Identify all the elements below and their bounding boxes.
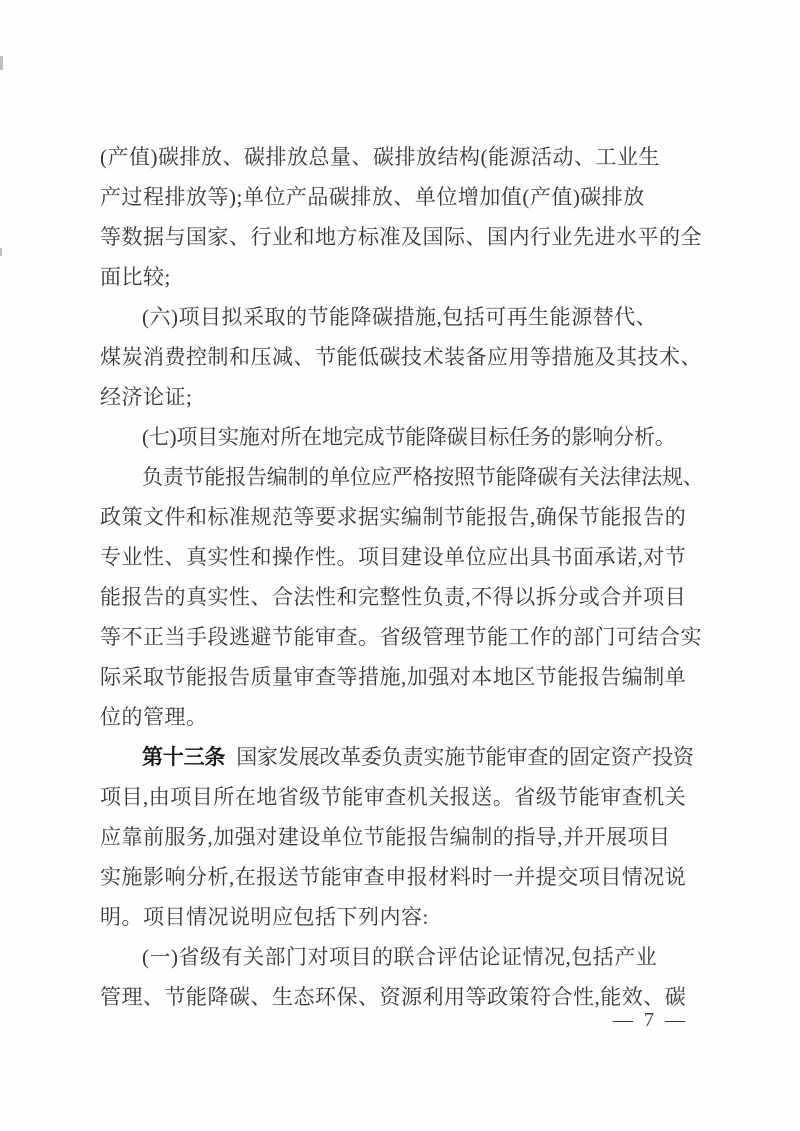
text-line: (产值)碳排放、碳排放总量、碳排放结构(能源活动、工业生 bbox=[100, 145, 660, 169]
text-line-article-heading bbox=[100, 737, 706, 777]
text-line: 明。项目情况说明应包括下列内容: bbox=[100, 905, 429, 929]
text-line: 位的管理。 bbox=[100, 705, 208, 729]
text-line: 能报告的真实性、合法性和完整性负责,不得以拆分或合并项目 bbox=[100, 585, 687, 609]
page-number: — 7 — bbox=[613, 1009, 688, 1031]
article-lead-text: 国家发展改革委负责实施节能审查的固定资产投资 bbox=[236, 745, 694, 769]
text-line: 实施影响分析,在报送节能审查申报材料时一并提交项目情况说 bbox=[100, 865, 687, 889]
text-line: 项目,由项目所在地省级节能审查机关报送。省级节能审查机关 bbox=[100, 785, 687, 809]
text-line: 管理、节能降碳、生态环保、资源利用等政策符合性,能效、碳 bbox=[100, 985, 687, 1009]
text-line: 面比较; bbox=[100, 265, 171, 289]
text-line: 等数据与国家、行业和地方标准及国际、国内行业先进水平的全 bbox=[100, 225, 702, 249]
text-line: 经济论证; bbox=[100, 385, 193, 409]
document-text-block bbox=[100, 137, 706, 1017]
paragraph-item-1 bbox=[100, 937, 706, 1017]
text-line: 应靠前服务,加强对建设单位节能报告编制的指导,并开展项目 bbox=[100, 825, 671, 849]
paragraph-item-6 bbox=[100, 297, 706, 417]
text-line: 负责节能报告编制的单位应严格按照节能降碳有关法律法规、 bbox=[142, 465, 704, 489]
text-line: (六)项目拟采取的节能降碳措施,包括可再生能源替代、 bbox=[142, 305, 658, 329]
text-line: (七)项目实施对所在地完成节能降碳目标任务的影响分析。 bbox=[142, 425, 676, 449]
paragraph-report-duty bbox=[100, 457, 706, 737]
paragraph-item-7 bbox=[100, 417, 706, 457]
text-line: 际采取节能报告质量审查等措施,加强对本地区节能报告编制单 bbox=[100, 665, 687, 689]
text-line: 煤炭消费控制和压减、节能低碳技术装备应用等措施及其技术、 bbox=[100, 345, 702, 369]
text-line: (一)省级有关部门对项目的联合评估论证情况,包括产业 bbox=[142, 945, 658, 969]
text-line: 政策文件和标准规范等要求据实编制节能报告,确保节能报告的 bbox=[100, 505, 687, 529]
paragraph-carbon-data bbox=[100, 137, 706, 297]
scan-artifact bbox=[0, 56, 3, 70]
text-line: 产过程排放等);单位产品碳排放、单位增加值(产值)碳排放 bbox=[100, 185, 645, 209]
article-number-bold: 第十三条 bbox=[142, 746, 226, 769]
text-line: 专业性、真实性和操作性。项目建设单位应出具书面承诺,对节 bbox=[100, 545, 687, 569]
scan-artifact bbox=[0, 248, 2, 256]
text-line: 等不正当手段逃避节能审查。省级管理节能工作的部门可结合实 bbox=[100, 625, 702, 649]
paragraph-article-13 bbox=[100, 737, 706, 937]
